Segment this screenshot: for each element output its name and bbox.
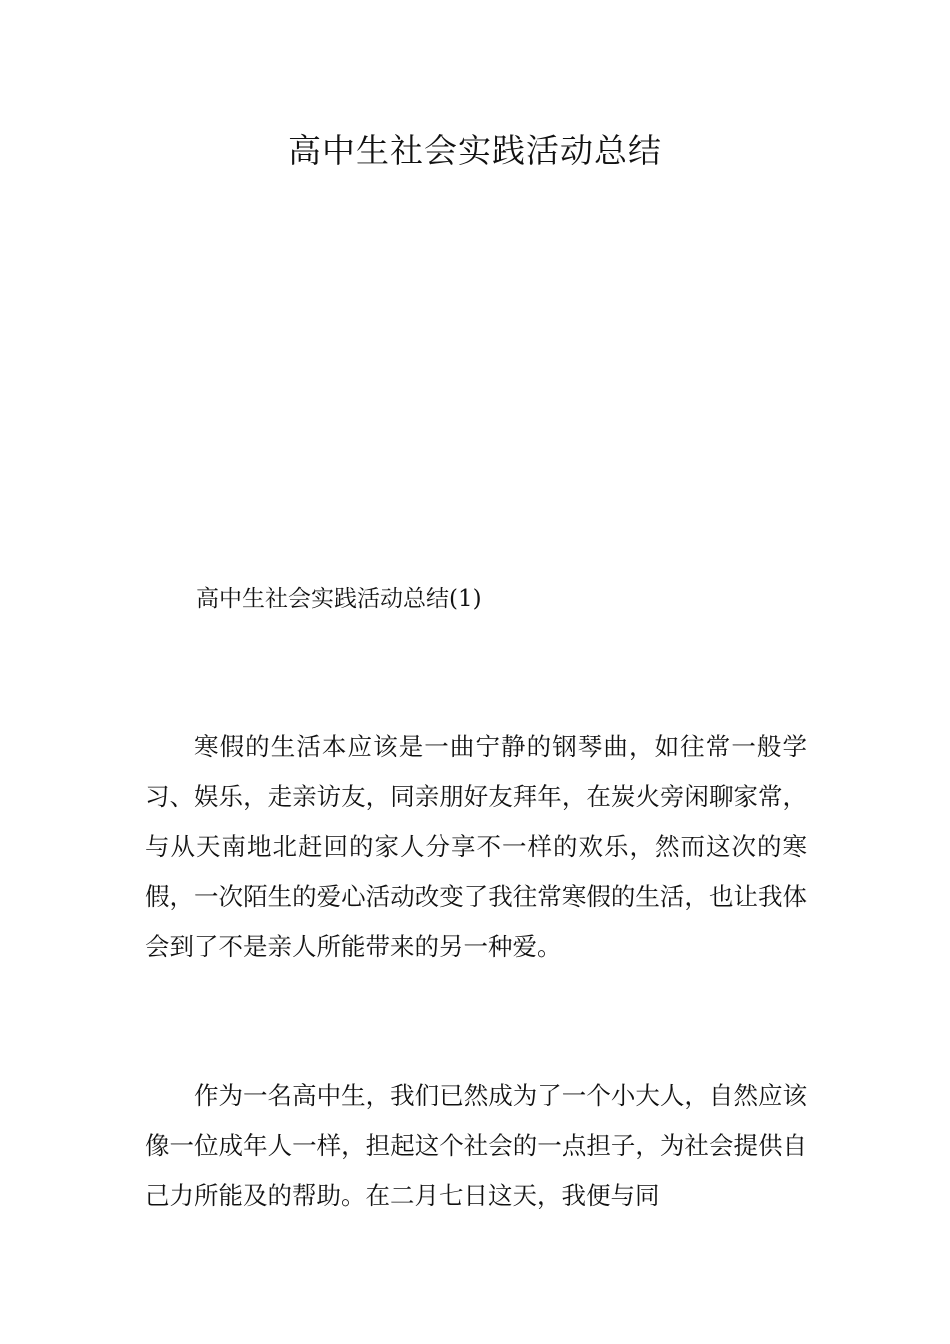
document-title: 高中生社会实践活动总结 <box>288 131 662 170</box>
section-heading: 高中生社会实践活动总结(1) <box>196 586 482 612</box>
body-paragraph-1: 寒假的生活本应该是一曲宁静的钢琴曲，如往常一般学习、娱乐，走亲访友，同亲朋好友拜年，在炭火旁闲聊家常，与从天南地北赶回的家人分享不一样的欢乐，然而这次的寒假，一次陌生的爱心活动改变了我往常寒假的生活，也让我体会到了不是亲人所能带来的另一种爱。 <box>145 732 807 961</box>
body-paragraph-2: 作为一名高中生，我们已然成为了一个小大人，自然应该像一位成年人一样，担起这个社会的一点担子，为社会提供自己力所能及的帮助。在二月七日这天，我便与同 <box>145 1081 807 1210</box>
